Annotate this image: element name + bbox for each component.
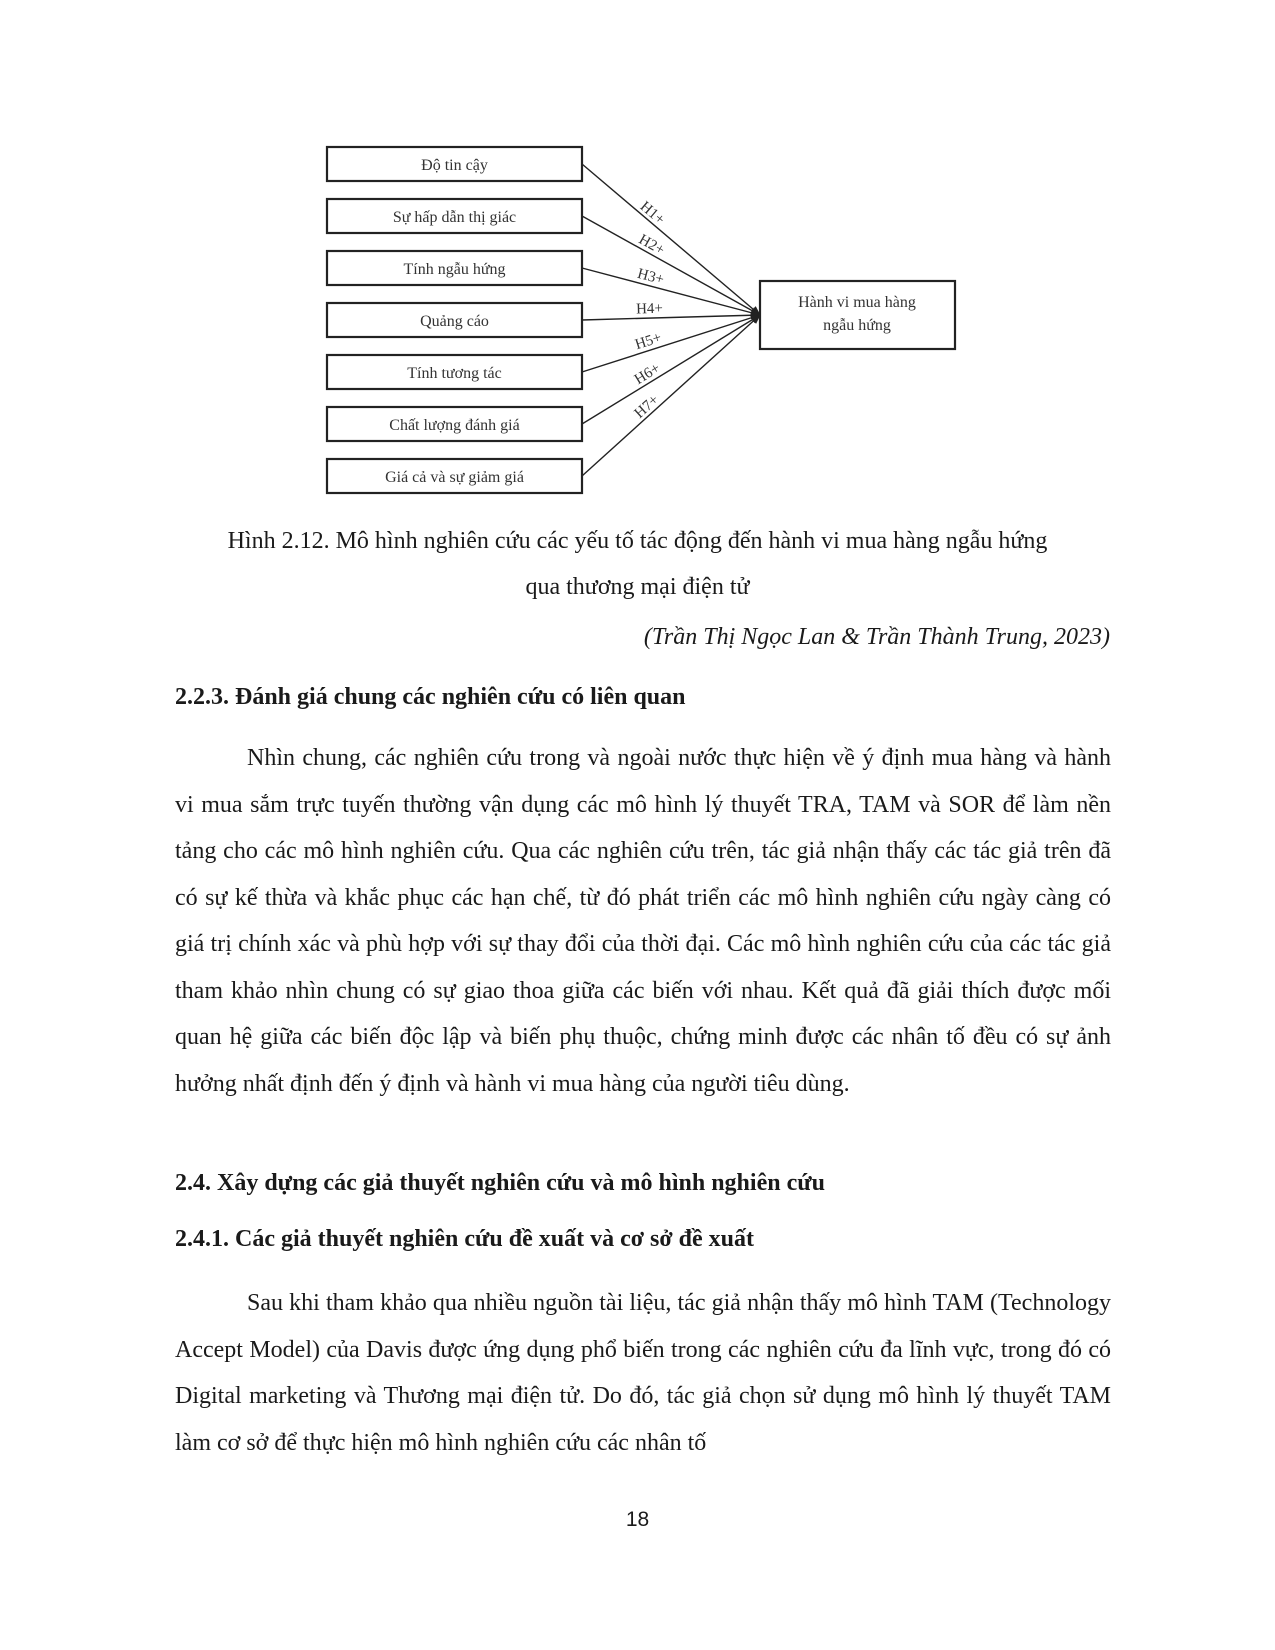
figure-caption-line1: Hình 2.12. Mô hình nghiên cứu các yếu tố tác động đến hành vi mua hàng ngẫu hứng [227, 528, 1048, 554]
arrow-2 [582, 216, 760, 315]
figure-source: (Trần Thị Ngọc Lan & Trần Thành Trung, 2023) [643, 624, 1110, 650]
heading-2-2-3: 2.2.3. Đánh giá chung các nghiên cứu có liên quan [175, 684, 686, 710]
factor-label: Tính ngẫu hứng [403, 261, 506, 278]
factor-label: Độ tin cậy [421, 157, 488, 174]
heading-2-4: 2.4. Xây dựng các giả thuyết nghiên cứu và mô hình nghiên cứu [175, 1170, 825, 1196]
hypothesis-label-h3: H3+ [635, 265, 666, 289]
research-model-diagram [0, 0, 1275, 500]
factor-box-do-tin-cay [327, 147, 582, 181]
figure-caption-line2: qua thương mại điện tử [525, 574, 750, 600]
factor-label: Quảng cáo [420, 313, 489, 330]
factor-box-gia-ca-va-su-giam-gia [327, 459, 582, 493]
figure-caption [175, 518, 1100, 610]
arrow-7 [582, 315, 760, 476]
arrow-1 [582, 164, 760, 315]
factor-label: Sự hấp dẫn thị giác [392, 209, 517, 226]
arrow-5 [582, 315, 760, 372]
hypothesis-label-h1: H1+ [636, 198, 668, 229]
hypothesis-label-h6: H6+ [631, 360, 664, 389]
factor-box-tinh-tuong-tac [327, 355, 582, 389]
outcome-label-line1: Hành vi mua hàng [798, 294, 916, 311]
factor-box-quang-cao [327, 303, 582, 337]
outcome-label-line2: ngẫu hứng [823, 317, 891, 334]
hypothesis-label-h2: H2+ [635, 231, 668, 259]
paragraph-2-2-3: Nhìn chung, các nghiên cứu trong và ngoài nước thực hiện về ý định mua hàng và hành vi mua sắm trực tuyến thường vận dụng các mô hình lý thuyết TRA, TAM và SOR để làm nền tảng cho các mô hình nghiên cứu. Qua các nghiên cứu trên, tác giả nhận thấy các tác giả trên đã có sự kế thừa và khắc phục các hạn chế, từ đó phát triển các mô hình nghiên cứu ngày càng có giá trị chính xác và phù hợp với sự thay đổi của thời đại. Các mô hình nghiên cứu của các tác giả tham khảo nhìn chung có sự giao thoa giữa các biến với nhau. Kết quả đã giải thích được mối quan hệ giữa các biến độc lập và biến phụ thuộc, chứng minh được các nhân tố đều có sự ảnh hưởng nhất định đến ý định và hành vi mua hàng của người tiêu dùng. [175, 745, 1111, 1097]
page-number: 18 [625, 1508, 650, 1531]
factor-box-tinh-ngau-hung [327, 251, 582, 285]
paragraph-2-4-1: Sau khi tham khảo qua nhiều nguồn tài liệu, tác giả nhận thấy mô hình TAM (Technology Accept Model) của Davis được ứng dụng phổ biến trong các nghiên cứu đa lĩnh vực, trong đó có Digital marketing và Thương mại điện tử. Do đó, tác giả chọn sử dụng mô hình lý thuyết TAM làm cơ sở để thực hiện mô hình nghiên cứu các nhân tố [175, 1290, 1111, 1456]
outcome-box [760, 281, 955, 349]
hypothesis-label-h7: H7+ [631, 391, 663, 422]
arrow-4 [582, 315, 760, 320]
factor-box-chat-luong-danh-gia [327, 407, 582, 441]
hypothesis-label-h5: H5+ [633, 329, 664, 354]
factor-label: Tính tương tác [407, 365, 502, 382]
arrow-6 [582, 315, 760, 424]
factor-label: Giá cả và sự giảm giá [385, 469, 524, 486]
factor-label: Chất lượng đánh giá [389, 417, 520, 434]
hypothesis-label-h4: H4+ [635, 300, 664, 318]
factor-box-su-hap-dan-thi-giac [327, 199, 582, 233]
heading-2-4-1: 2.4.1. Các giả thuyết nghiên cứu đề xuất và cơ sở đề xuất [175, 1226, 754, 1252]
